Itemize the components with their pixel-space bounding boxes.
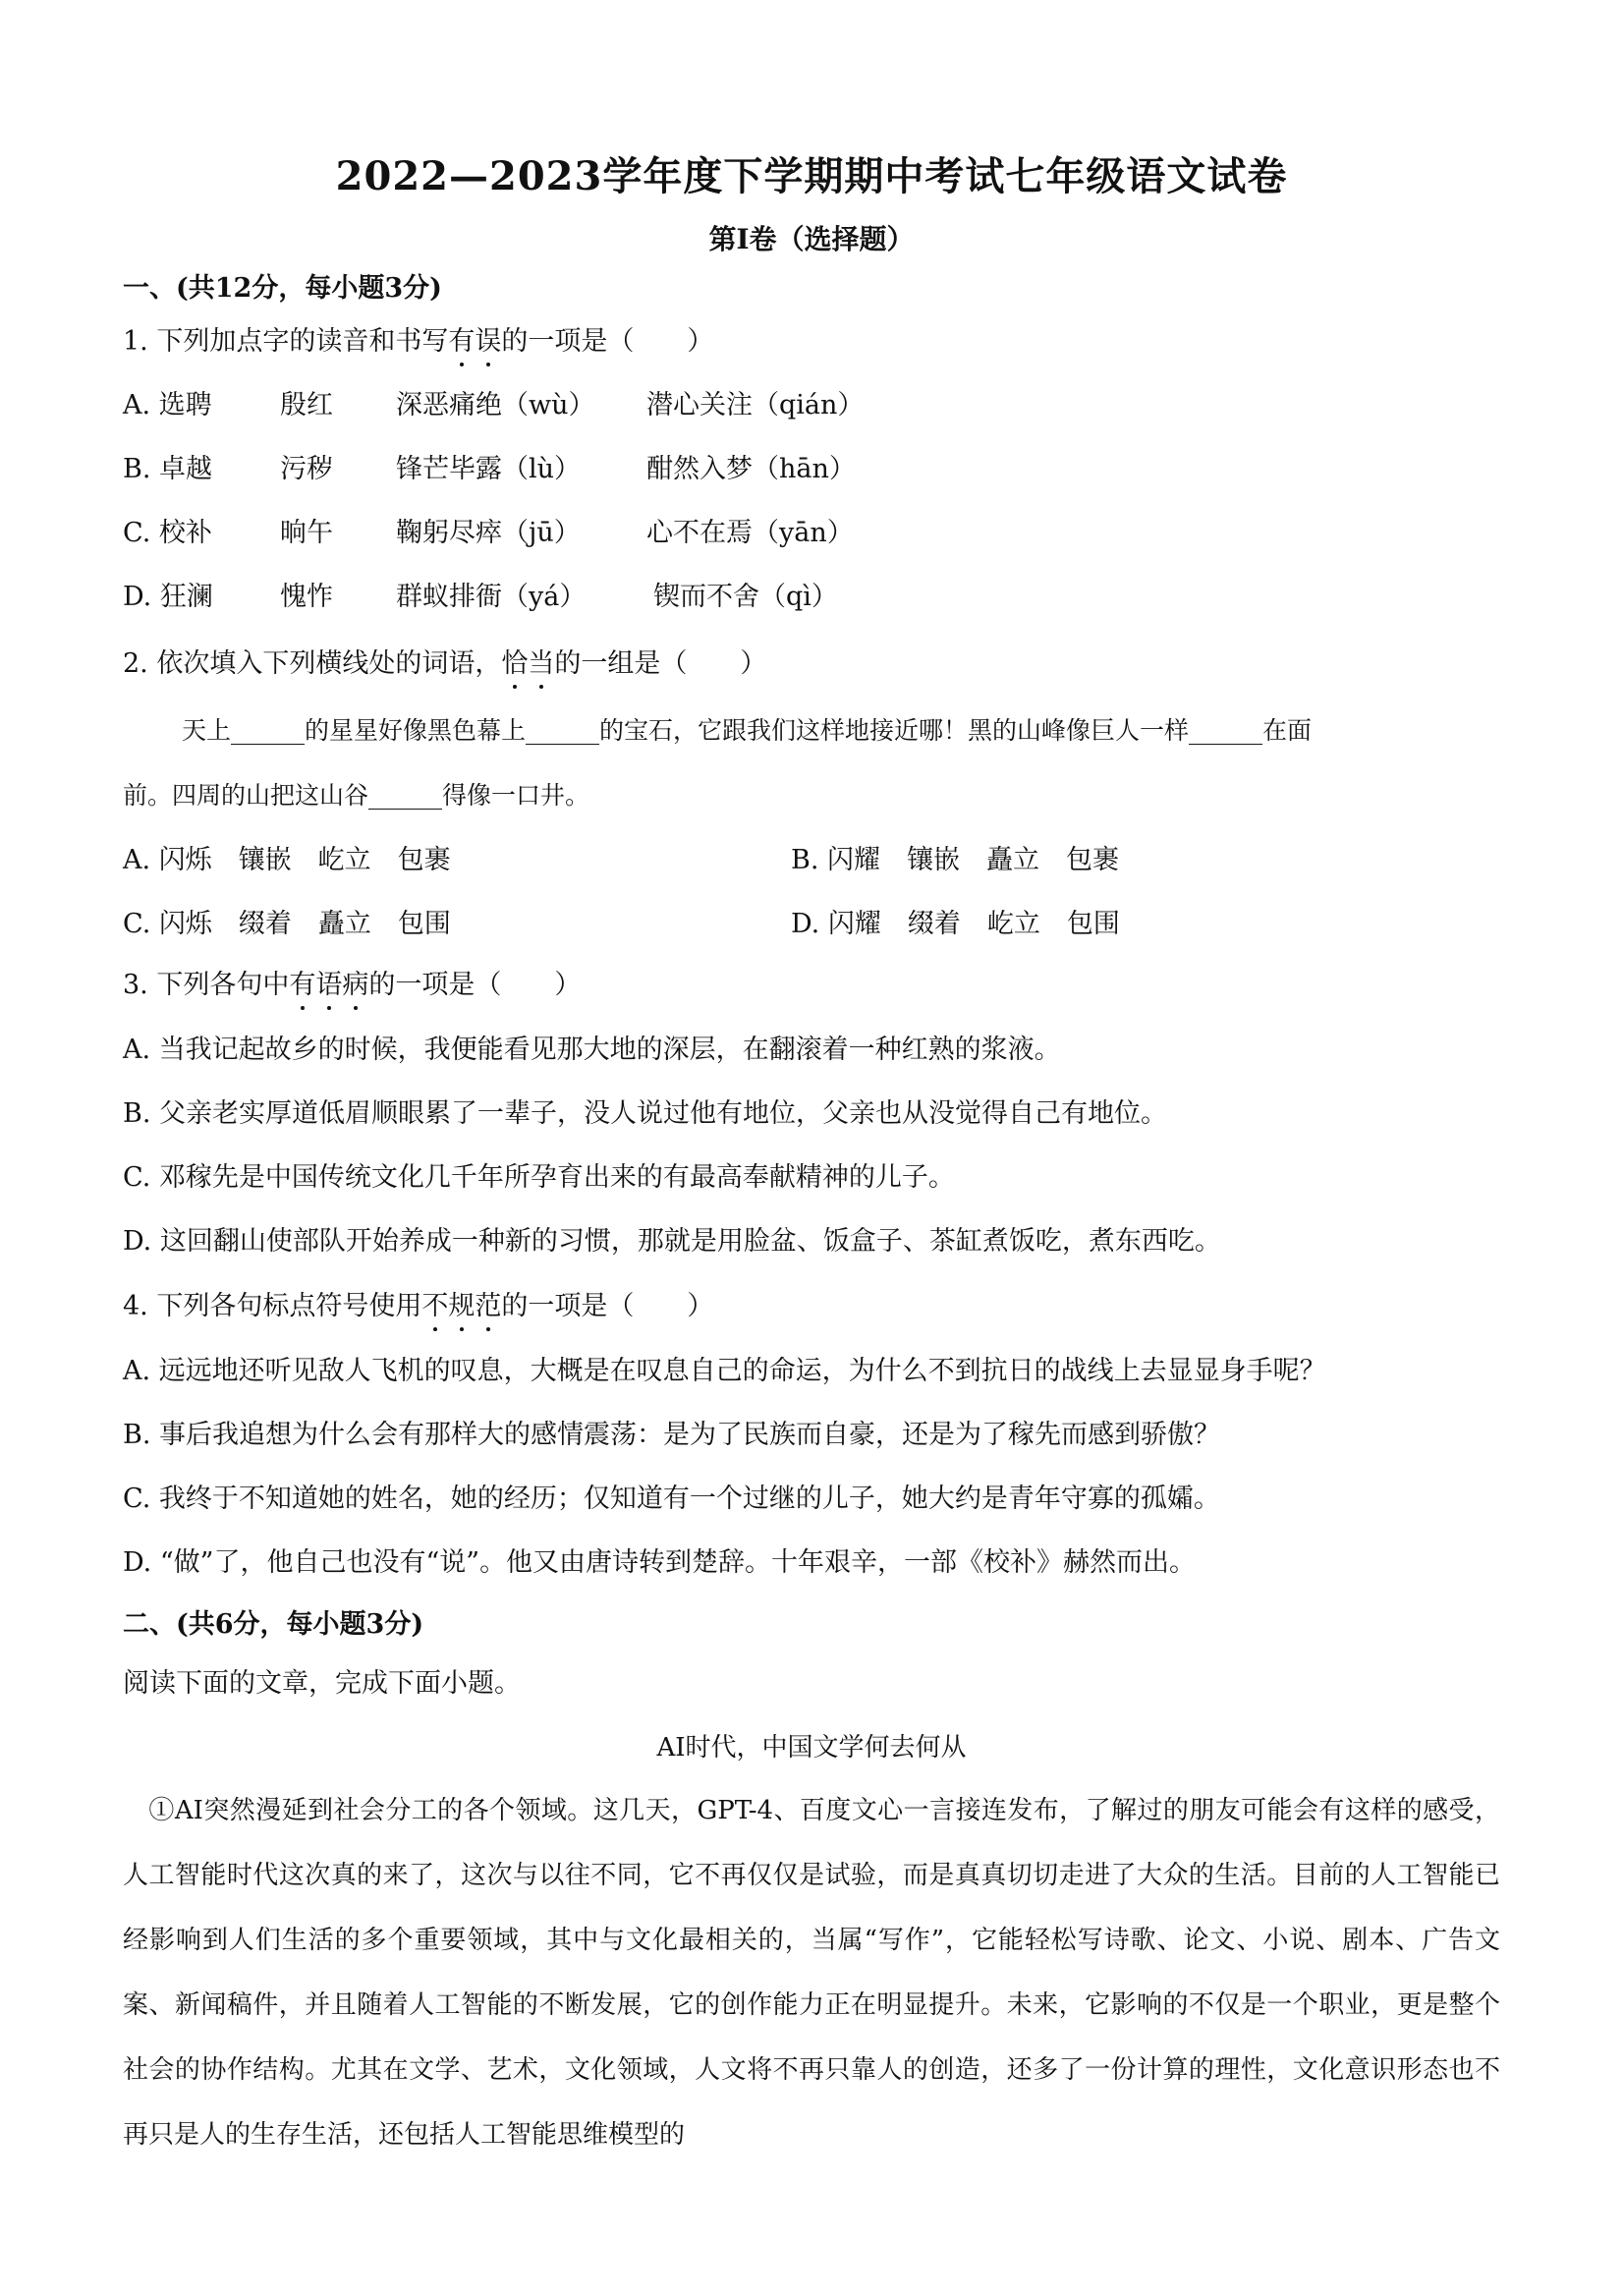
option-word: A. 选聘 xyxy=(123,390,212,420)
option-word: 深恶痛绝（wù） xyxy=(396,390,595,420)
option-word: 心不在焉（yān） xyxy=(646,518,854,548)
section-two-heading: 二、(共6分，每小题3分) xyxy=(123,1609,424,1640)
option-word: 殷红 xyxy=(280,390,333,420)
question-2-option-b: B. 闪耀 镶嵌 矗立 包裹 xyxy=(791,845,1120,875)
question-1-option-c xyxy=(123,516,854,551)
option-word: 愧怍 xyxy=(280,582,333,612)
q2-stem-text: 2. 依次填入下列横线处的词语， xyxy=(123,648,502,679)
q1-dotted-char: 有 xyxy=(448,324,475,360)
option-word: C. 校补 xyxy=(123,518,212,548)
passage-paragraph-1: ①AI突然漫延到社会分工的各个领域。这几天，GPT-4、百度文心一言接连发布，了解过的朋友可能会有这样的感受，人工智能时代这次真的来了，这次与以往不同，它不再仅仅是试验，而是真真切切走进了大众的生活。目前的人工智能已经影响到人们生活的多个重要领域，其中与文化最相关的，当属“写作”，它能轻松写诗歌、论文、小说、剧本、广告文案、新闻稿件，并且随着人工智能的不断发展，它的创作能力正在明显提升。未来，它影响的不仅是一个职业，更是整个社会的协作结构。尤其在文学、艺术，文化领域，人文将不再只靠人的创造，还多了一份计算的理性，文化意识形态也不再只是人的生存生活，还包括人工智能思维模型的 xyxy=(123,1796,1500,2150)
question-3-option-b: B. 父亲老实厚道低眉顺眼累了一辈子，没人说过他有地位，父亲也从没觉得自己有地位。 xyxy=(123,1098,1168,1129)
option-word: 锲而不舍（qì） xyxy=(653,582,838,612)
q1-stem-text: 的一项是（ ） xyxy=(501,326,714,357)
q3-stem-text: 的一项是（ ） xyxy=(368,970,582,1000)
section-one-heading: 一、(共12分，每小题3分) xyxy=(123,273,442,304)
q3-dotted-char: 语 xyxy=(315,968,342,1003)
option-word: 晌午 xyxy=(280,518,333,548)
question-2-stem xyxy=(123,646,766,682)
option-word: 锋芒毕露（lù） xyxy=(396,454,582,484)
option-word: 污秽 xyxy=(280,454,333,484)
question-4-option-d: D. “做”了，他自己也没有“说”。他又由唐诗转到楚辞。十年艰辛，一部《校补》赫然而出。 xyxy=(123,1547,1197,1578)
reading-instruction: 阅读下面的文章，完成下面小题。 xyxy=(123,1668,521,1699)
option-word: 鞠躬尽瘁（jū） xyxy=(396,518,581,548)
q3-stem-text: 3. 下列各句中 xyxy=(123,970,290,1000)
q2-stem-text: 的一组是（ ） xyxy=(554,648,767,679)
q2-dotted-char: 当 xyxy=(528,646,554,682)
question-4-option-b: B. 事后我追想为什么会有那样大的感情震荡：是为了民族而自豪，还是为了稼先而感到骄傲？ xyxy=(123,1420,1221,1450)
question-1-option-a xyxy=(123,388,864,423)
q4-stem-text: 4. 下列各句标点符号使用 xyxy=(123,1291,422,1321)
question-2-option-a: A. 闪烁 镶嵌 屹立 包裹 xyxy=(123,845,451,875)
option-word: 群蚁排衙（yá） xyxy=(396,582,587,612)
question-4-option-c: C. 我终于不知道她的姓名，她的经历；仅知道有一个过继的儿子，她大约是青年守寡的孤孀。 xyxy=(123,1484,1220,1514)
option-word: D. 狂澜 xyxy=(123,582,213,612)
question-3-option-a: A. 当我记起故乡的时候，我便能看见那大地的深层，在翻滚着一种红熟的浆液。 xyxy=(123,1035,1061,1065)
q4-stem-text: 的一项是（ ） xyxy=(501,1291,714,1321)
option-word: 潜心关注（qián） xyxy=(646,390,865,420)
q1-dotted-char: 误 xyxy=(475,324,501,360)
question-1-option-d xyxy=(123,580,838,615)
question-3-option-d: D. 这回翻山使部队开始养成一种新的习惯，那就是用脸盆、饭盒子、茶缸煮饭吃，煮东西吃。 xyxy=(123,1226,1221,1257)
q2-dotted-char: 恰 xyxy=(501,646,528,682)
q3-dotted-char: 病 xyxy=(342,968,368,1003)
q4-dotted-char: 不 xyxy=(421,1289,448,1324)
question-2-option-d: D. 闪耀 缀着 屹立 包围 xyxy=(791,909,1120,939)
q4-dotted-char: 范 xyxy=(475,1289,501,1324)
question-2-passage-line-1: 天上______的星星好像黑色幕上______的宝石，它跟我们这样地接近哪！黑的山峰像巨人一样______在面 xyxy=(182,716,1313,745)
question-4-stem xyxy=(123,1289,713,1324)
passage-title: AI时代，中国文学何去何从 xyxy=(656,1733,967,1763)
question-1-option-b xyxy=(123,452,856,487)
exam-title: 2022—2023学年度下学期期中考试七年级语文试卷 xyxy=(335,153,1288,199)
question-2-option-c: C. 闪烁 缀着 矗立 包围 xyxy=(123,909,451,939)
q3-dotted-char: 有 xyxy=(289,968,315,1003)
q1-stem-text: 1. 下列加点字的读音和书写 xyxy=(123,326,449,357)
paper-subtitle: 第Ⅰ卷（选择题） xyxy=(708,223,915,255)
question-1-stem xyxy=(123,324,713,360)
option-word: B. 卓越 xyxy=(123,454,213,484)
q4-dotted-char: 规 xyxy=(448,1289,475,1324)
option-word: 酣然入梦（hān） xyxy=(646,454,856,484)
question-3-stem xyxy=(123,968,581,1003)
question-2-passage-line-2: 前。四周的山把这山谷______得像一口井。 xyxy=(123,781,590,810)
question-3-option-c: C. 邓稼先是中国传统文化几千年所孕育出来的有最高奉献精神的儿子。 xyxy=(123,1162,955,1193)
question-4-option-a: A. 远远地还听见敌人飞机的叹息，大概是在叹息自己的命运，为什么不到抗日的战线上去显显身手呢？ xyxy=(123,1356,1326,1386)
